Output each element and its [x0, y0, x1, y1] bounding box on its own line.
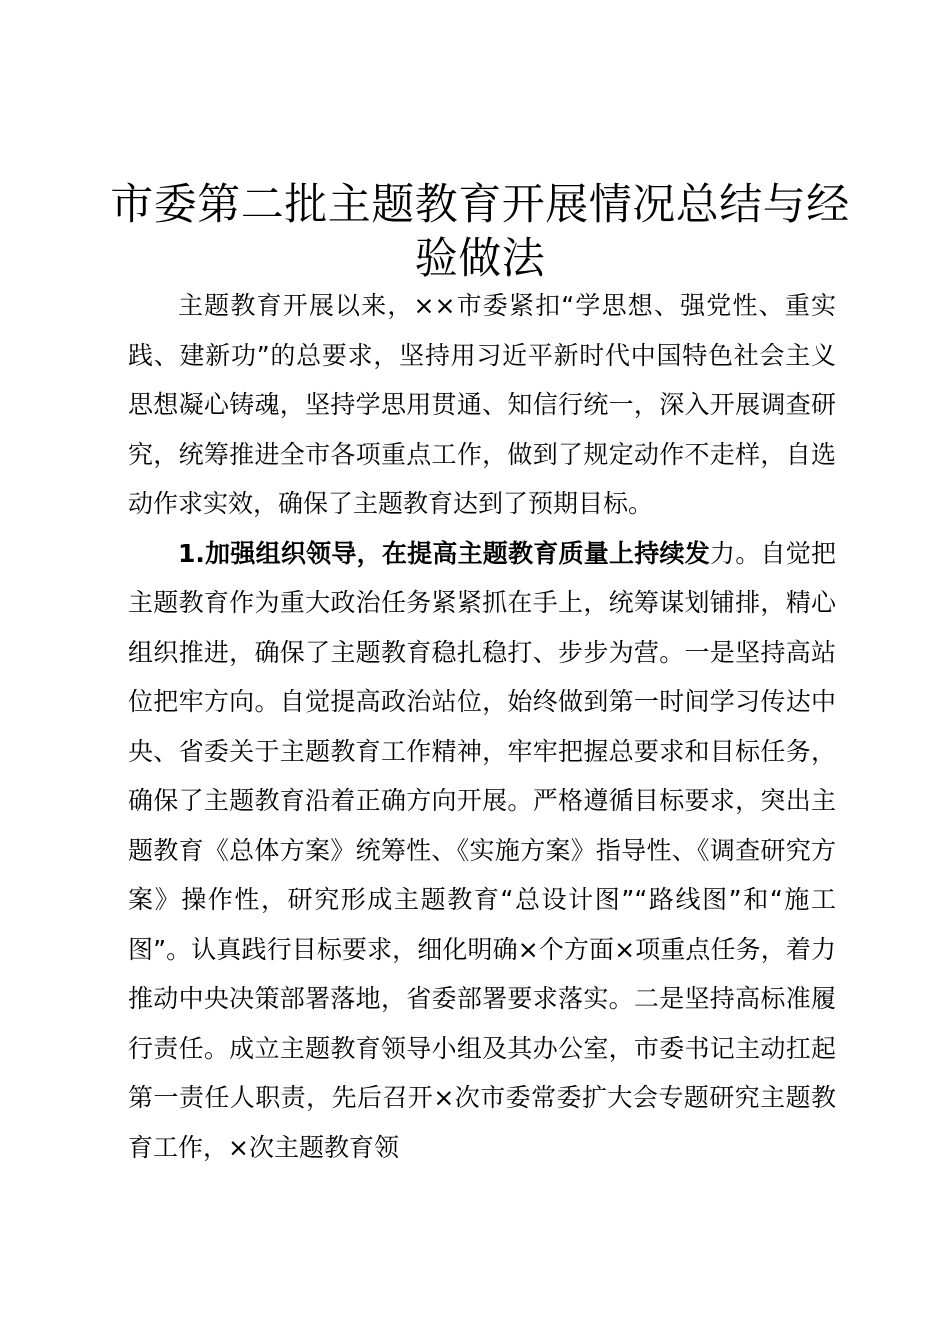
section-1-text: 力。自觉把主题教育作为重大政治任务紧紧抓在手上，统筹谋划铺排，精心组织推进，确保了主题教育稳扎稳打、步步为营。一是坚持高站位把牢方向。自觉提高政治站位，始终做到第一时间学习传达中央、省委关于主题教育工作精神，牢牢把握总要求和目标任务，确保了主题教育沿着正确方向开展。严格遵循目标要求，突出主题教育《总体方案》统筹性、《实施方案》指导性、《调查研究方案》操作性，研究形成主题教育“总设计图”“路线图”和“施工图”。认真践行目标要求，细化明确×个方面×项重点任务，着力推动中央决策部署落地，省委部署要求落实。二是坚持高标准履行责任。成立主题教育领导小组及其办公室，市委书记主动扛起第一责任人职责，先后召开×次市委常委扩大会专题研究主题教育工作，×次主题教育领: [128, 538, 836, 1162]
document-body: [128, 281, 836, 1172]
intro-paragraph: [128, 281, 836, 529]
intro-paragraph-text: 主题教育开展以来，××市委紧扣“学思想、强党性、重实践、建新功”的总要求，坚持用习近平新时代中国特色社会主义思想凝心铸魂，坚持学思用贯通、知信行统一，深入开展调查研究，统筹推进全市各项重点工作，做到了规定动作不走样，自选动作求实效，确保了主题教育达到了预期目标。: [128, 291, 836, 518]
section-1-heading: 1.加强组织领导，在提高主题教育质量上持续发: [178, 538, 710, 568]
section-1-paragraph: [128, 529, 836, 1173]
document-title: 市委第二批主题教育开展情况总结与经验做法: [110, 180, 850, 284]
